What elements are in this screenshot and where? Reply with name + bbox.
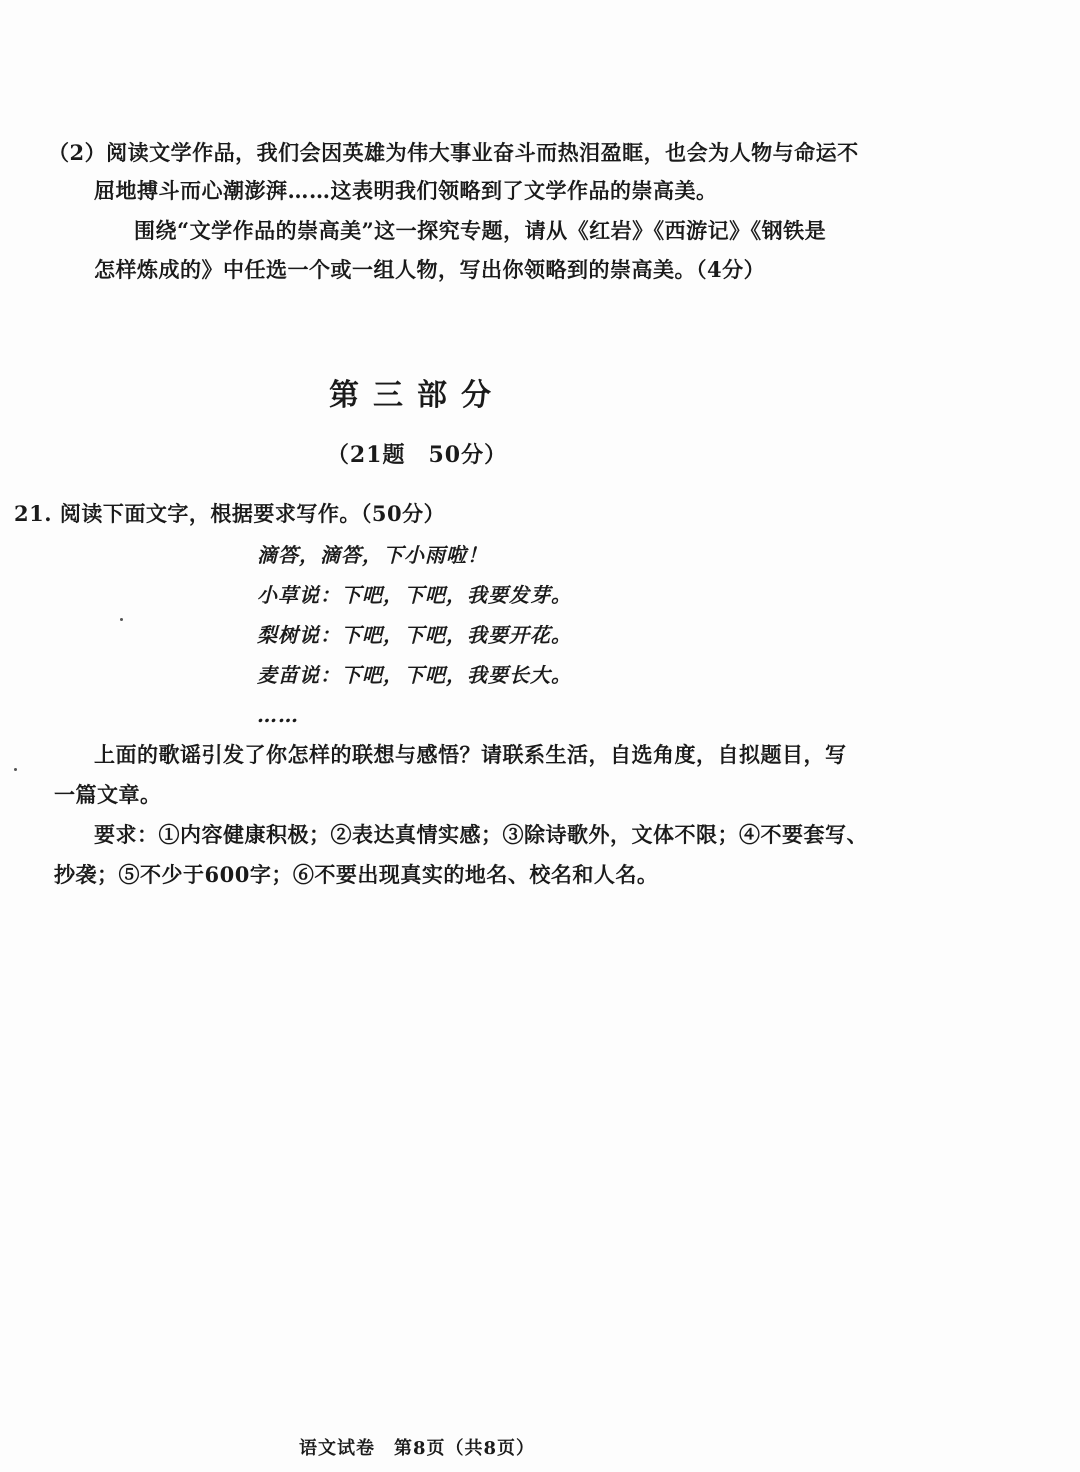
- poem-line-1: 滴答，滴答，下小雨啦！: [257, 543, 488, 567]
- q20-2-line-2: 屈地搏斗而心潮澎湃……这表明我们领略到了文学作品的崇高美。: [94, 178, 718, 203]
- q20-2-line-4: 怎样炼成的》中任选一个或一组人物，写出你领略到的崇高美。（4分）: [94, 257, 766, 282]
- scan-speck: [14, 768, 17, 771]
- q20-2-line-3: 围绕“文学作品的崇高美”这一探究专题，请从《红岩》《西游记》《钢铁是: [134, 218, 827, 243]
- q21-requirements-line-2: 抄袭；⑤不少于600字；⑥不要出现真实的地名、校名和人名。: [54, 862, 659, 887]
- part-three-title: 第三部分: [329, 378, 505, 413]
- scan-speck: [120, 618, 123, 621]
- q21-prompt: 21. 阅读下面文字，根据要求写作。（50分）: [14, 501, 446, 526]
- q21-requirements-line-1: 要求：①内容健康积极；②表达真情实感；③除诗歌外，文体不限；④不要套写、: [94, 822, 868, 847]
- poem-line-4: 麦苗说：下吧，下吧，我要长大。: [257, 663, 572, 687]
- part-three-subtitle: （21题 50分）: [326, 442, 508, 468]
- q20-2-line-1: （2）阅读文学作品，我们会因英雄为伟大事业奋斗而热泪盈眶，也会为人物与命运不: [48, 140, 859, 165]
- q21-instruction-line-2: 一篇文章。: [54, 782, 162, 807]
- poem-line-5: ……: [257, 703, 299, 727]
- page-footer: 语文试卷 第8页（共8页）: [298, 1438, 536, 1459]
- q21-instruction-line-1: 上面的歌谣引发了你怎样的联想与感悟？请联系生活，自选角度，自拟题目，写: [94, 742, 847, 767]
- poem-line-2: 小草说：下吧，下吧，我要发芽。: [257, 583, 572, 607]
- poem-line-3: 梨树说：下吧，下吧，我要开花。: [257, 623, 572, 647]
